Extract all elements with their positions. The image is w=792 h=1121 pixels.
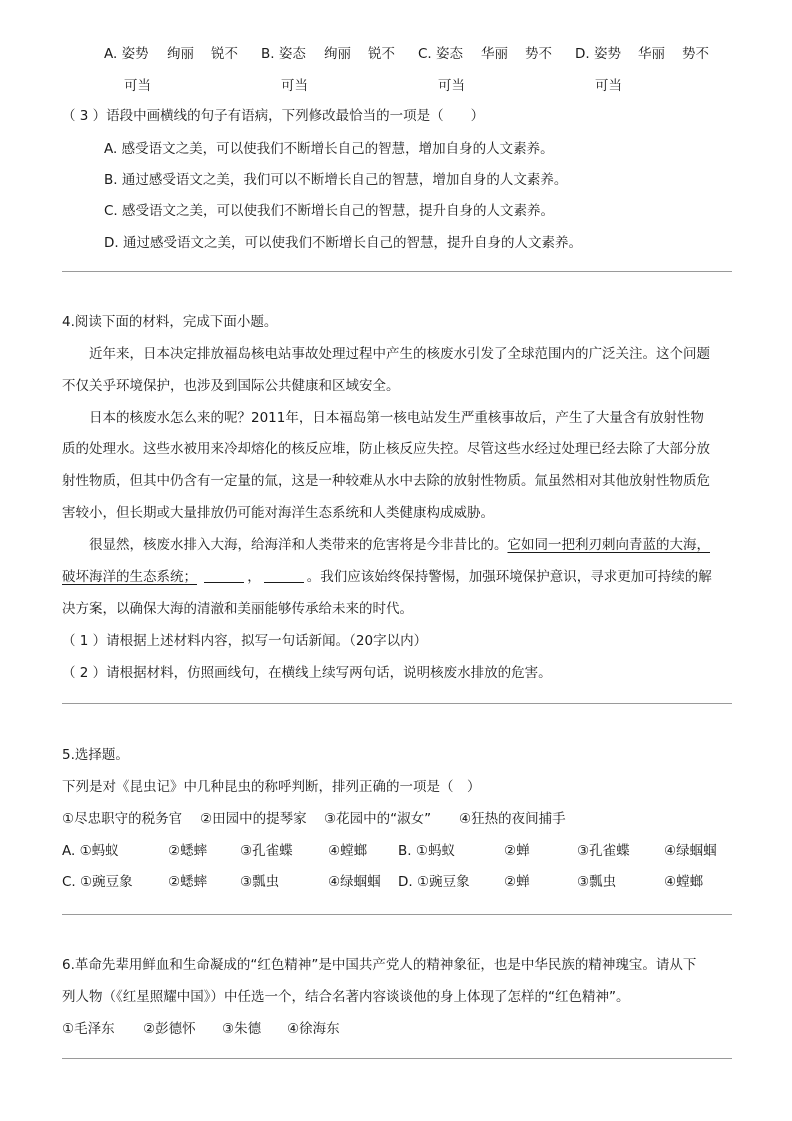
sub3-stem: （ 3 ）语段中画横线的句子有语病，下列修改最恰当的一项是（ ） xyxy=(62,108,485,124)
q4-p2-line3: 射性物质，但其中仍含有一定量的氚，这是一种较难从水中去除的放射性物质。氚虽然相对其他放射性物质危 xyxy=(62,473,710,489)
sub3-option-d: D. 通过感受语文之美，可以使我们不断增长自己的智慧，提升自身的人文素养。 xyxy=(104,235,582,251)
q5-option-a-c3: ③孔雀蝶 xyxy=(240,843,293,859)
q6-person-4: ④徐海东 xyxy=(287,1021,340,1037)
q6-person-2: ②彭德怀 xyxy=(143,1021,196,1037)
option-b-word2: 锐不 xyxy=(368,46,395,62)
q4-p3-line1 xyxy=(89,535,710,555)
q5-option-a-c2: ②蟋蟀 xyxy=(168,843,208,859)
option-d-word2: 势不 xyxy=(682,46,709,62)
q6-person-3: ③朱德 xyxy=(222,1021,262,1037)
option-a-word3: 可当 xyxy=(124,78,151,94)
q5-option-c-c2: ②蟋蟀 xyxy=(168,874,208,890)
option-d-word1: 华丽 xyxy=(638,46,665,62)
q5-option-a-label: A. ①蚂蚁 xyxy=(62,843,119,859)
q5-item-4: ④狂热的夜间捕手 xyxy=(459,811,566,827)
q5-option-b-c3: ③孔雀蝶 xyxy=(577,843,630,859)
fill-blank-2[interactable] xyxy=(264,568,304,583)
option-b-word3: 可当 xyxy=(281,78,308,94)
option-b-label: B. 姿态 xyxy=(261,46,306,62)
option-c-word1: 华丽 xyxy=(481,46,508,62)
q5-option-d-label: D. ①豌豆象 xyxy=(398,874,470,890)
q4-p1-line2: 不仅关乎环境保护，也涉及到国际公共健康和区域安全。 xyxy=(62,378,400,394)
sub3-option-c: C. 感受语文之美，可以使我们不断增长自己的智慧，提升自身的人文素养。 xyxy=(104,203,555,219)
divider xyxy=(62,914,732,915)
q5-option-d-c3: ③瓢虫 xyxy=(577,874,617,890)
option-a-label: A. 姿势 xyxy=(104,46,149,62)
q5-option-d-c2: ②蝉 xyxy=(504,874,530,890)
option-b-word1: 绚丽 xyxy=(324,46,351,62)
q4-p1-line1: 近年来，日本决定排放福岛核电站事故处理过程中产生的核废水引发了全球范围内的广泛关注。这个问题 xyxy=(89,346,710,362)
q4-p2-line2: 质的处理水。这些水被用来冷却熔化的核反应堆，防止核反应失控。尽管这些水经过处理已经去除了大部分放 xyxy=(62,441,710,457)
q5-option-c-c3: ③瓢虫 xyxy=(240,874,280,890)
q5-option-b-c2: ②蝉 xyxy=(504,843,530,859)
fill-blank-1[interactable] xyxy=(204,568,244,583)
q4-p3-rest: 。我们应该始终保持警惕，加强环境保护意识，寻求更加可持续的解 xyxy=(306,569,712,585)
divider xyxy=(62,1058,732,1059)
q5-stem: 下列是对《昆虫记》中几种昆虫的称呼判断，排列正确的一项是（ ） xyxy=(62,779,481,795)
option-c-word2: 势不 xyxy=(525,46,552,62)
divider xyxy=(62,703,732,704)
q4-title: 4.阅读下面的材料，完成下面小题。 xyxy=(62,314,278,330)
q5-option-b-label: B. ①蚂蚁 xyxy=(398,843,455,859)
q5-option-c-label: C. ①豌豆象 xyxy=(62,874,133,890)
q5-option-b-c4: ④绿蝈蝈 xyxy=(664,843,717,859)
q4-p3-line3: 决方案，以确保大海的清澈和美丽能够传承给未来的时代。 xyxy=(62,601,413,617)
q4-underlined-sentence-end: 破坏海洋的生态系统； xyxy=(62,569,197,585)
option-a-word1: 绚丽 xyxy=(167,46,194,62)
q4-p2-line1: 日本的核废水怎么来的呢？2011年，日本福岛第一核电站发生严重核事故后，产生了大量含有放射性物 xyxy=(89,410,704,426)
q5-item-2: ②田园中的提琴家 xyxy=(200,811,307,827)
q4-p3-line2 xyxy=(62,567,712,587)
option-d-label: D. 姿势 xyxy=(575,46,621,62)
blank-separator: ， xyxy=(247,569,261,585)
sub3-option-a: A. 感受语文之美，可以使我们不断增长自己的智慧，增加自身的人文素养。 xyxy=(104,141,554,157)
q5-item-3: ③花园中的“淑女” xyxy=(324,811,432,827)
q4-sub2: （ 2 ）请根据材料，仿照画线句，在横线上续写两句话，说明核废水排放的危害。 xyxy=(62,665,552,681)
q6-line1: 6.革命先辈用鲜血和生命凝成的“红色精神”是中国共产党人的精神象征，也是中华民族的精神瑰宝。请从下 xyxy=(62,957,697,973)
divider xyxy=(62,271,732,272)
option-c-word3: 可当 xyxy=(438,78,465,94)
q5-option-a-c4: ④螳螂 xyxy=(328,843,368,859)
q5-item-1: ①尽忠职守的税务官 xyxy=(62,811,183,827)
q4-p2-line4: 害较小，但长期或大量排放仍可能对海洋生态系统和人类健康构成威胁。 xyxy=(62,505,494,521)
q4-underlined-sentence: 它如同一把利刃刺向青蓝的大海， xyxy=(507,537,710,553)
q4-sub1: （ 1 ）请根据上述材料内容，拟写一句话新闻。（20字以内） xyxy=(62,633,428,649)
sub3-option-b: B. 通过感受语文之美，我们可以不断增长自己的智慧，增加自身的人文素养。 xyxy=(104,172,568,188)
option-a-word2: 锐不 xyxy=(211,46,238,62)
option-c-label: C. 姿态 xyxy=(418,46,464,62)
q6-line2: 列人物（《红星照耀中国》）中任选一个，结合名著内容谈谈他的身上体现了怎样的“红色精神”。 xyxy=(62,989,630,1005)
q4-p3-plain: 很显然，核废水排入大海，给海洋和人类带来的危害将是今非昔比的。 xyxy=(89,537,508,553)
q5-option-d-c4: ④螳螂 xyxy=(664,874,704,890)
option-d-word3: 可当 xyxy=(595,78,622,94)
q5-title: 5.选择题。 xyxy=(62,747,129,763)
q6-person-1: ①毛泽东 xyxy=(62,1021,115,1037)
q5-option-c-c4: ④绿蝈蝈 xyxy=(328,874,381,890)
